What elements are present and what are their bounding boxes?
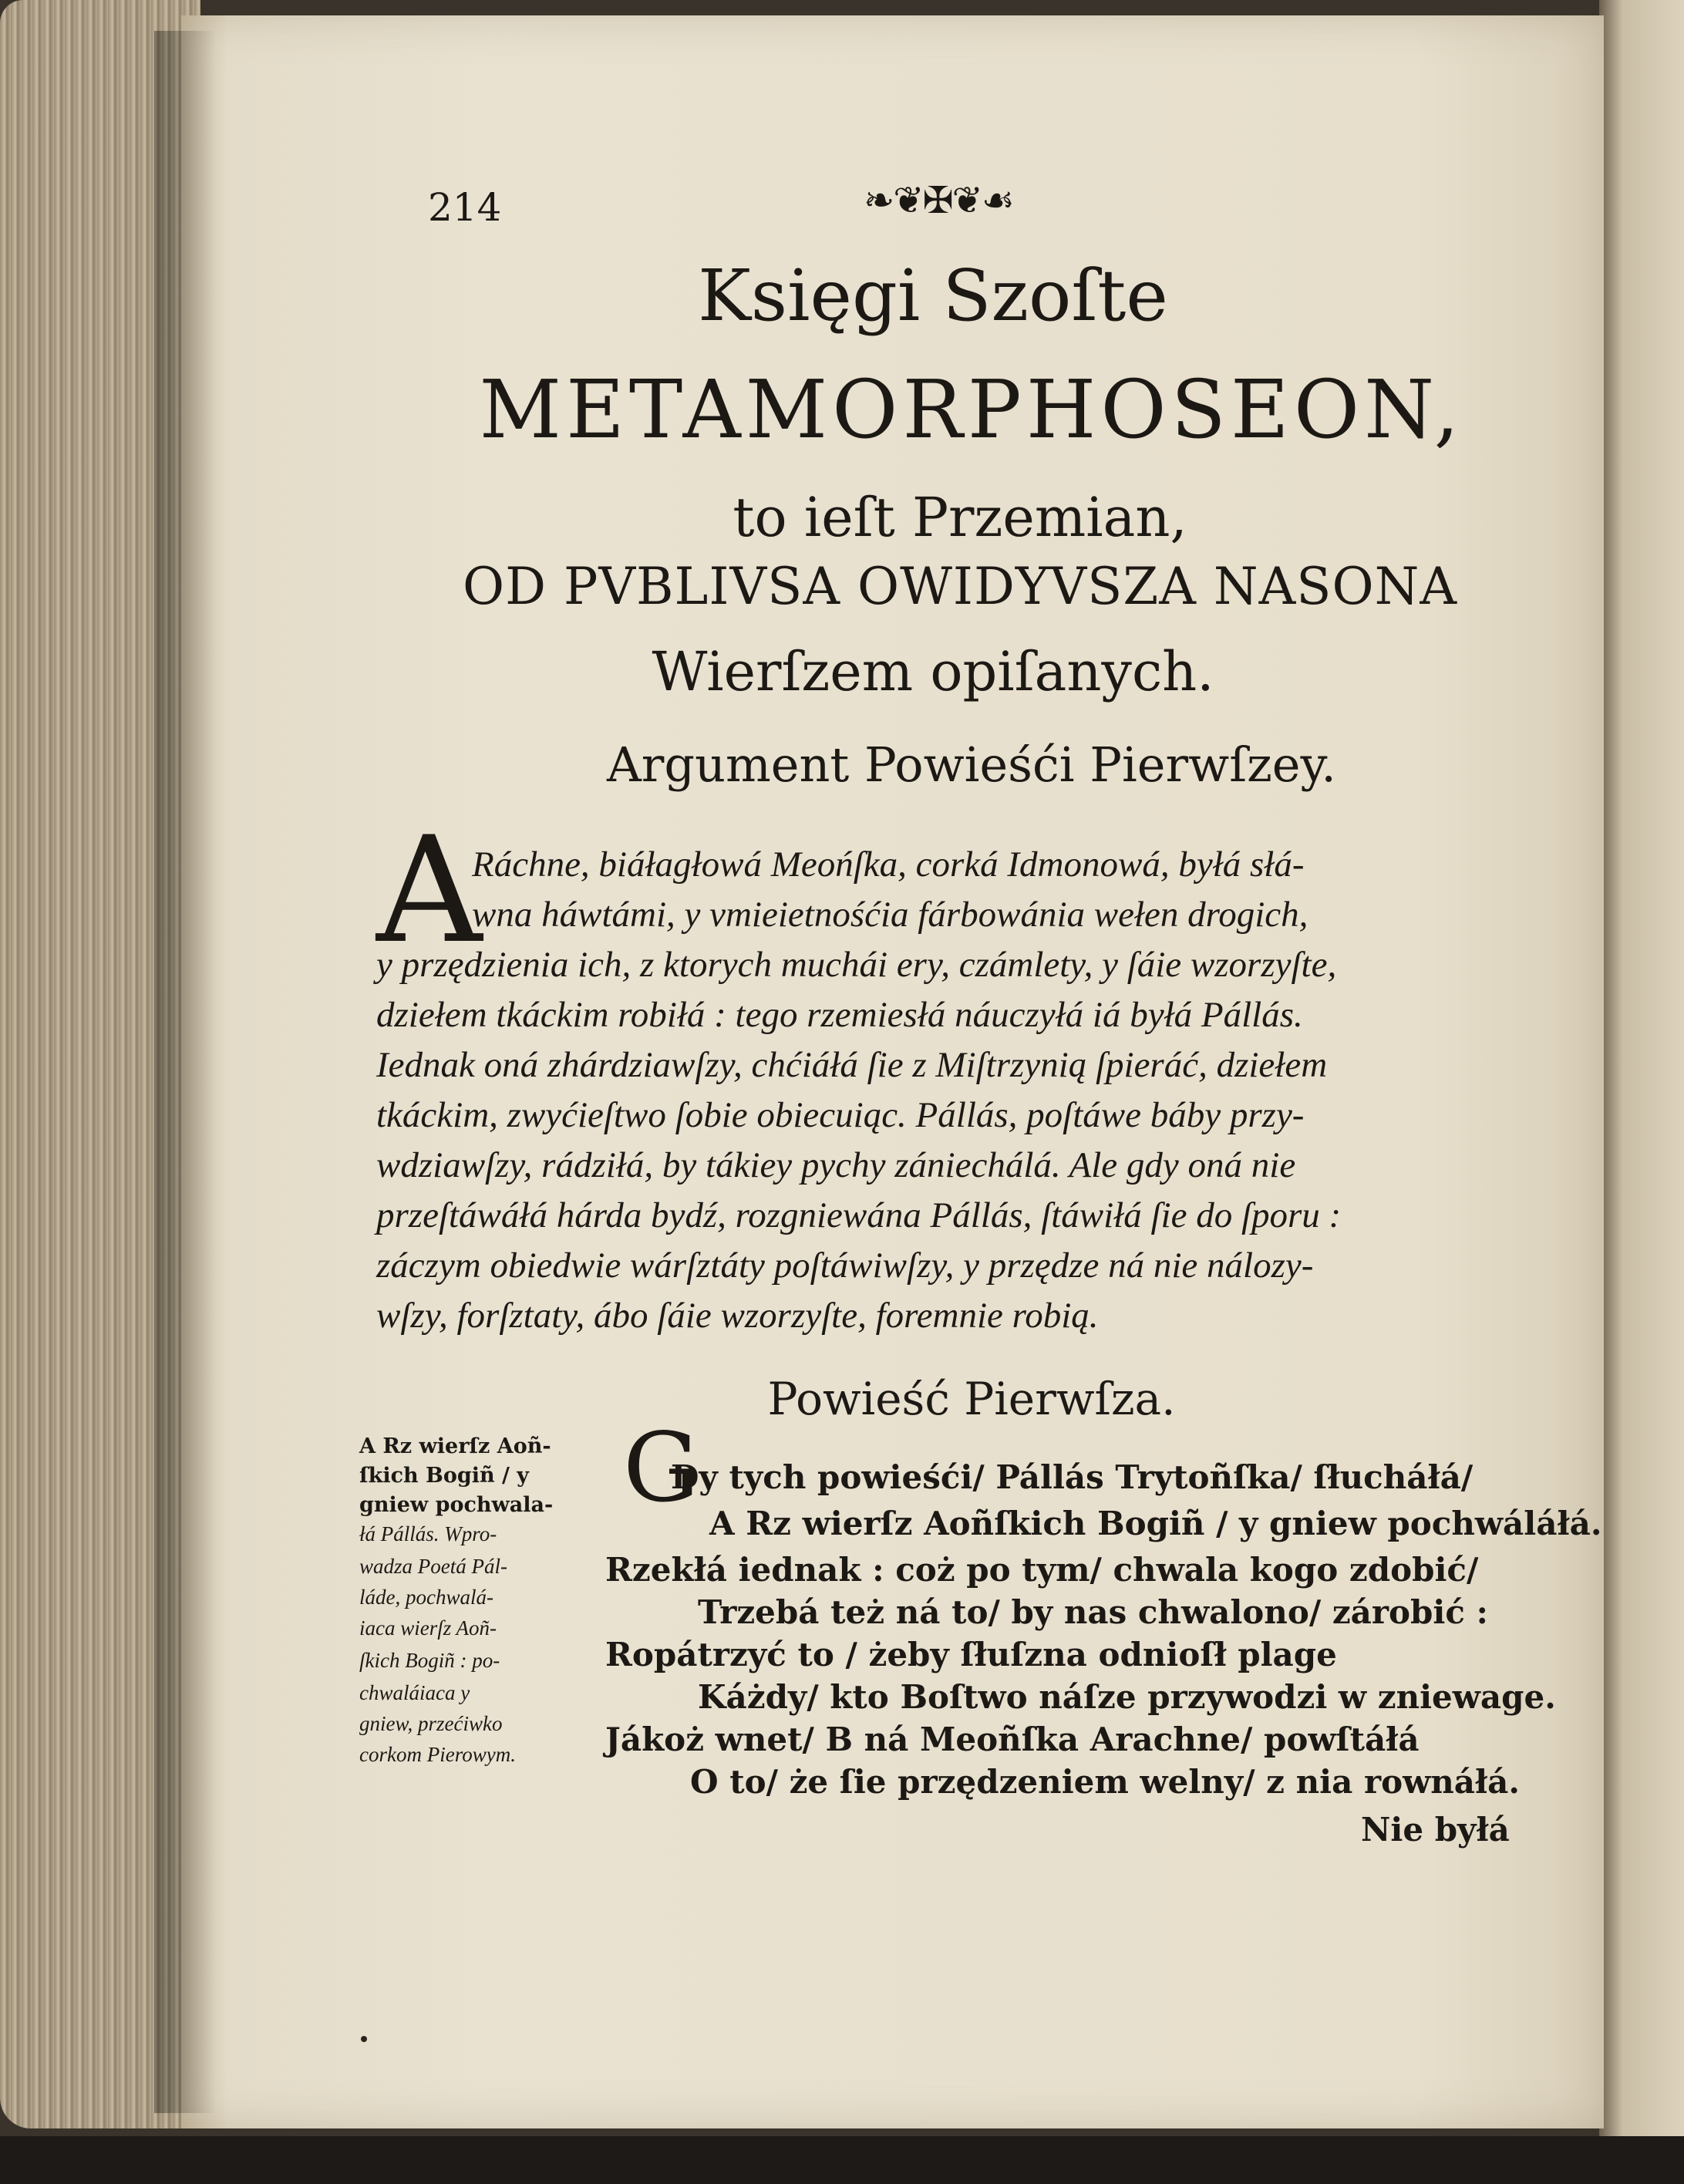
page-number: 214 [428, 185, 502, 230]
poem-line: Trzebá też ná to/ by nas chwalono/ zárobić : [698, 1593, 1489, 1631]
argument-line: Iednak oná zhárdziawſzy, chćiáłá ſie z Miſtrzynią ſpieráć, dziełem [376, 1045, 1328, 1085]
margin-note-line: A Rz wierſz Aoñ- [359, 1434, 551, 1458]
margin-note-line: chwaláiaca y [359, 1681, 470, 1704]
argument-line: wdziawſzy, rádziłá, by tákiey pychy zániechálá. Ale gdy oná nie [376, 1145, 1296, 1185]
margin-note-line: ſkich Bogiñ : po- [359, 1649, 500, 1672]
facing-page-edge [1599, 0, 1684, 2144]
margin-note-line: gniew pochwala- [359, 1493, 554, 1517]
argument-line: wſzy, forſztaty, ábo ſáie wzorzyſte, foremnie robią. [376, 1296, 1099, 1336]
verse-line: Wierſzem opiſanych. [652, 640, 1214, 703]
ornament-icon: ❧❦✠❦☙ [864, 179, 1013, 222]
argument-line: tkáckim, zwyćieſtwo ſobie obiecuiąc. Pállás, poſtáwe báby przy- [376, 1095, 1305, 1135]
argument-line: záczym obiedwie wárſztáty poſtáwiwſzy, y przędze ná nie nálozy- [376, 1245, 1314, 1286]
scanner-bed [0, 2136, 1684, 2184]
margin-note-line: ſkich Bogiñ / y [359, 1464, 529, 1488]
argument-line: przeſtáwáłá hárda bydź, rozgniewána Pállás, ſtáwiłá ſie do ſporu : [376, 1195, 1342, 1235]
poem-line: A Rz wierſz Aoñſkich Bogiñ / y gniew pochwáláłá. [709, 1505, 1602, 1542]
argument-line: dziełem tkáckim robiłá : tego rzemiesłá náuczyłá iá byłá Pállás. [376, 995, 1303, 1035]
poem-line: Káżdy/ kto Boſtwo náſze przywodzi w zniewage. [698, 1678, 1556, 1716]
argument-line: Ráchne, biáłagłowá Meońſka, corká Idmonowá, byłá słá- [472, 844, 1305, 885]
margin-note-line: iaca wierſz Aoñ- [359, 1616, 497, 1640]
drop-cap-g: G [623, 1413, 700, 1524]
poem-line: Dy tych powieśći/ Pállás Trytoñſka/ ſłucháłá/ [671, 1458, 1474, 1496]
poem-line: Rzekłá iednak : coż po tym/ chwala kogo zdobić/ [605, 1551, 1479, 1589]
author-line: OD PVBLIVSA OWIDYVSZA NASONA [462, 557, 1458, 616]
margin-note-line: wadza Poetá Pál- [359, 1555, 507, 1578]
poem-line: Ropátrzyć to / żeby ſłuſzna odnioſł plage [605, 1636, 1337, 1673]
ink-speck [361, 2036, 367, 2042]
margin-note-line: láde, pochwalá- [359, 1586, 493, 1609]
poem-line: Jákoż wnet/ B ná Meoñſka Arachne/ powſtáłá [605, 1721, 1420, 1758]
argument-heading: Argument Powieśći Pierwſzey. [606, 736, 1336, 793]
argument-line: wna háwtámi, y vmieietnośćia fárbowánia wełen drogich, [472, 895, 1308, 935]
subtitle: to ieſt Przemian, [733, 486, 1187, 549]
margin-note-line: łá Pállás. Wpro- [359, 1522, 497, 1545]
book-title: Księgi Szoſte [698, 254, 1168, 337]
margin-note-line: corkom Pierowym. [359, 1743, 516, 1766]
catchword: Nie byłá [1361, 1811, 1510, 1849]
poem-line: O to/ że ſie przędzeniem welny/ z nia rownáłá. [690, 1763, 1521, 1801]
drop-cap-a: A [376, 805, 483, 976]
margin-note-line: gniew, przećiwko [359, 1712, 503, 1735]
argument-line: y przędzienia ich, z ktorych muchái ery, czámlety, y ſáie wzorzyſte, [376, 945, 1337, 985]
gutter-shadow [154, 31, 216, 2113]
work-title: METAMORPHOSEON, [479, 362, 1464, 457]
story-heading: Powieść Pierwſza. [767, 1373, 1176, 1425]
